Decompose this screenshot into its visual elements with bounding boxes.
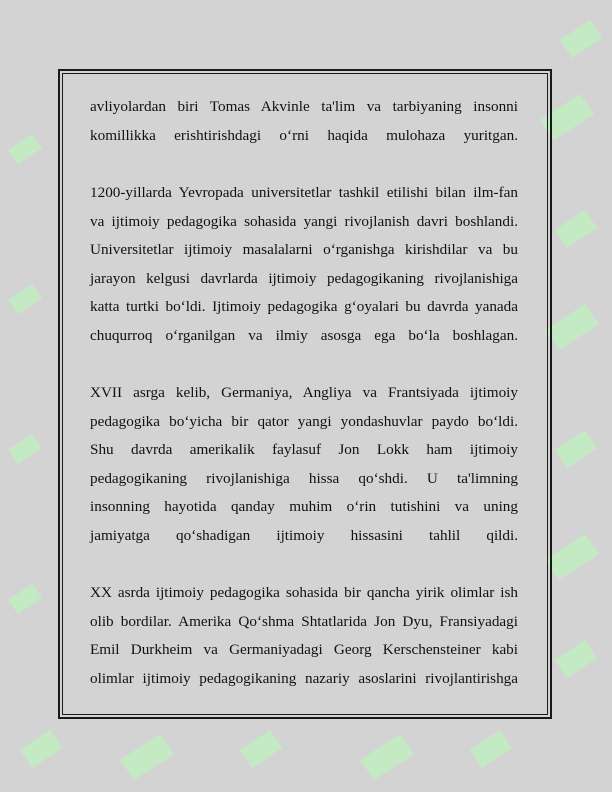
paragraph-2 [90,179,518,350]
paragraph-4 [90,579,518,693]
text-line: 1200-yillarda Yevropada universitetlar tashkil etilishi bilan ilm-fan [90,184,518,201]
text-line: va ijtimoiy pedagogika sohasida yangi rivojlanish davri boshlandi. [90,212,518,230]
text-line: Shu davrda amerikalik faylasuf Jon Lokk ham ijtimoiy [90,441,518,458]
text-line: olimlar ijtimoiy pedagogikaning nazariy asoslarini rivojlantirishga [90,669,518,687]
paragraph-3 [90,379,518,550]
text-line: XX asrda ijtimoiy pedagogika sohasida bir qancha yirik olimlar ish [90,584,518,601]
text-line: olib bordilar. Amerika Qo‘shma Shtatlarida Jon Dyu, Fransiyadagi [90,612,518,630]
text-line: jamiyatga qo‘shadigan ijtimoiy hissasini tahlil qildi. [90,526,518,544]
text-line: chuqurroq o‘rganilgan va ilmiy asosga ega bo‘la boshlagan. [90,326,518,344]
text-line: XVII asrga kelib, Germaniya, Angliya va Frantsiyada ijtimoiy [90,384,518,401]
text-line: insonning hayotida qanday muhim o‘rin tutishini va uning [90,498,518,515]
text-line: Universitetlar ijtimoiy masalalarni o‘rganishga kirishdilar va bu [90,241,518,258]
text-line: avliyolardan biri Tomas Akvinle ta'lim va tarbiyaning insonni [90,98,518,115]
text-line: komillikka erishtirishdagi o‘rni haqida mulohaza yuritgan. [90,126,518,144]
text-line: pedagogika bo‘yicha bir qator yangi yondashuvlar paydo bo‘ldi. [90,412,518,430]
text-line: Emil Durkheim va Germaniyadagi Georg Kerschensteiner kabi [90,641,518,658]
paragraph-1 [90,93,518,150]
text-line: katta turtki bo‘ldi. Ijtimoiy pedagogika g‘oyalari bu davrda yanada [90,298,518,315]
text-line: jarayon kelgusi davrlarda ijtimoiy pedagogikaning rivojlanishiga [90,269,518,287]
document-body [90,93,518,722]
text-line: pedagogikaning rivojlanishiga hissa qo‘shdi. U ta'limning [90,469,518,487]
